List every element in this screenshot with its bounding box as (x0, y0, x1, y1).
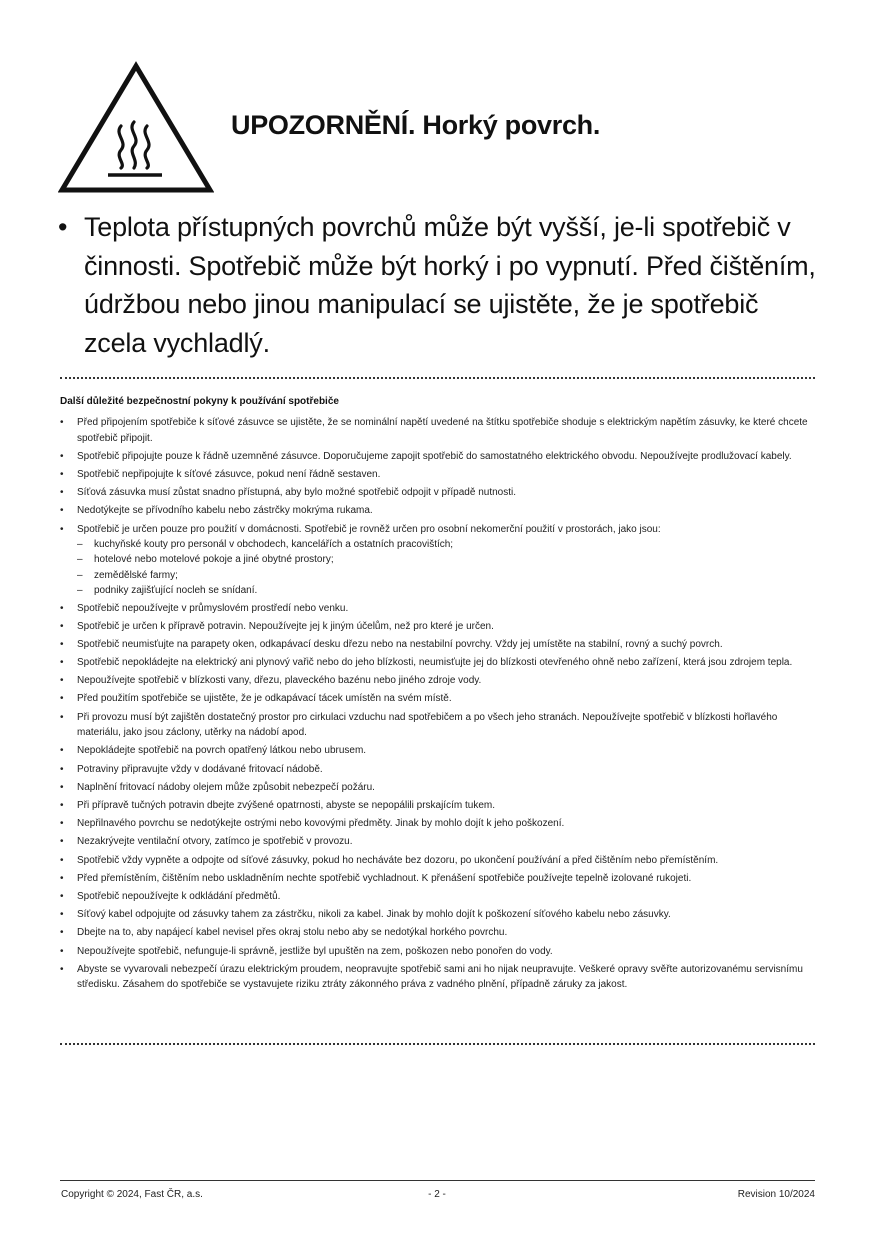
list-item: • Potraviny připravujte vždy v dodávané fritovací nádobě. (60, 762, 815, 778)
list-item: • Nepoužívejte spotřebič, nefunguje-li správně, jestliže byl upuštěn na zem, poškozen nebo ponořen do vody. (60, 944, 815, 960)
list-item: • Naplnění fritovací nádoby olejem může způsobit nebezpečí požáru. (60, 780, 815, 796)
list-item: • Nepokládejte spotřebič na povrch opatřený látkou nebo ubrusem. (60, 743, 815, 759)
safety-instructions-list (60, 415, 815, 995)
list-item-text: Spotřebič je určen pouze pro použití v domácnosti. Spotřebič je rovněž určen pro osobní nekomerční použití v prostorách, jako jsou: (77, 523, 661, 535)
list-item: • Před přemístěním, čištěním nebo uskladněním nechte spotřebič vychladnout. K přenášení spotřebiče používejte tepelně izolované rukojeti. (60, 871, 815, 887)
list-item: • Síťová zásuvka musí zůstat snadno přístupná, aby bylo možné spotřebič odpojit v případě nutnosti. (60, 485, 815, 501)
warning-bullet-list (58, 208, 818, 362)
list-item: • Nepřilnavého povrchu se nedotýkejte ostrými nebo kovovými předměty. Jinak by mohlo dojít k jeho poškození. (60, 816, 815, 832)
list-item: • Síťový kabel odpojujte od zásuvky tahem za zástrčku, nikoli za kabel. Jinak by mohlo dojít k poškození síťového kabelu nebo zásuvky. (60, 907, 815, 923)
list-item: • Nezakrývejte ventilační otvory, zatímco je spotřebič v provozu. (60, 834, 815, 850)
list-item: • Nedotýkejte se přívodního kabelu nebo zástrčky mokrýma rukama. (60, 503, 815, 519)
list-item: • Spotřebič vždy vypněte a odpojte od síťové zásuvky, pokud ho necháváte bez dozoru, po ukončení používání a před čištěním nebo přemístěním. (60, 853, 815, 869)
footer-copyright: Copyright © 2024, Fast ČR, a.s. (61, 1189, 203, 1200)
list-item: • Dbejte na to, aby napájecí kabel nevisel přes okraj stolu nebo aby se nedotýkal horkého povrchu. (60, 925, 815, 941)
list-item: • Spotřebič nepokládejte na elektrický ani plynový vařič nebo do jeho blízkosti, neumisťujte jej do blízkosti otevřeného ohně nebo zařízení, která jsou zdrojem tepla. (60, 655, 815, 671)
list-item: • Před připojením spotřebiče k síťové zásuvce se ujistěte, že se nominální napětí uvedené na štítku spotřebiče shoduje s elektrickým napětím zásuvky, ke které chcete spotřebič připojit. (60, 415, 815, 446)
list-item: • Nepoužívejte spotřebič v blízkosti vany, dřezu, plaveckého bazénu nebo jiného zdroje vody. (60, 673, 815, 689)
list-item-with-sublist (60, 522, 815, 598)
list-item: • Spotřebič připojujte pouze k řádně uzemněné zásuvce. Doporučujeme zapojit spotřebič do samostatného elektrického obvodu. Nepoužívejte prodlužovací kabely. (60, 449, 815, 465)
list-item: • Spotřebič nepoužívejte k odkládání předmětů. (60, 889, 815, 905)
dotted-divider-top (60, 377, 815, 379)
sub-list-item: – zemědělské farmy; (77, 568, 815, 583)
list-item: • Při provozu musí být zajištěn dostatečný prostor pro cirkulaci vzduchu nad spotřebičem a po všech jeho stranách. Nepoužívejte spotřebič v blízkosti hořlavého materiálu, jako jsou záclony, utěrky na nádobí apod. (60, 710, 815, 741)
list-item: • Před použitím spotřebiče se ujistěte, že je odkapávací tácek umístěn na svém místě. (60, 691, 815, 707)
sub-list-item: – podniky zajišťující nocleh se snídaní. (77, 583, 815, 598)
sub-list-item: – kuchyňské kouty pro personál v obchodech, kancelářích a ostatních pracovištích; (77, 537, 815, 552)
list-item: • Spotřebič neumisťujte na parapety oken, odkapávací desku dřezu nebo na nestabilní povrchy. Vždy jej umístěte na stabilní, rovný a suchý povrch. (60, 637, 815, 653)
sub-list (77, 537, 815, 598)
sub-list-item: – hotelové nebo motelové pokoje a jiné obytné prostory; (77, 552, 815, 567)
list-item: • Abyste se vyvarovali nebezpečí úrazu elektrickým proudem, neopravujte spotřebič sami ani ho nijak neupravujte. Veškeré opravy svěřte autorizovanému servisnímu středisku. Zásahem do spotřebiče se vystavujete riziku ztráty zákonného práva z vadného plnění, případně záruky za jakost. (60, 962, 815, 993)
footer-revision: Revision 10/2024 (737, 1189, 815, 1200)
list-item: • Spotřebič nepřipojujte k síťové zásuvce, pokud není řádně sestaven. (60, 467, 815, 483)
dotted-divider-bottom (60, 1043, 815, 1045)
list-item: • Spotřebič je určen k přípravě potravin. Nepoužívejte jej k jiným účelům, než pro které je určen. (60, 619, 815, 635)
warning-title: UPOZORNĚNÍ. Horký povrch. (231, 110, 601, 140)
warning-text: • Teplota přístupných povrchů může být vyšší, je-li spotřebič v činnosti. Spotřebič může být horký i po vypnutí. Před čištěním, údržbou nebo jinou manipulací se ujistěte, že je spotřebič zcela vychladlý. (58, 208, 818, 362)
hot-surface-warning-icon (58, 60, 214, 194)
footer-divider (60, 1180, 815, 1181)
section-title: Další důležité bezpečnostní pokyny k používání spotřebiče (60, 396, 339, 407)
list-item: • Při přípravě tučných potravin dbejte zvýšené opatrnosti, abyste se nepopálili prskajícím tukem. (60, 798, 815, 814)
footer-page-number: - 2 - (428, 1189, 446, 1200)
list-item: • Spotřebič nepoužívejte v průmyslovém prostředí nebo venku. (60, 601, 815, 617)
